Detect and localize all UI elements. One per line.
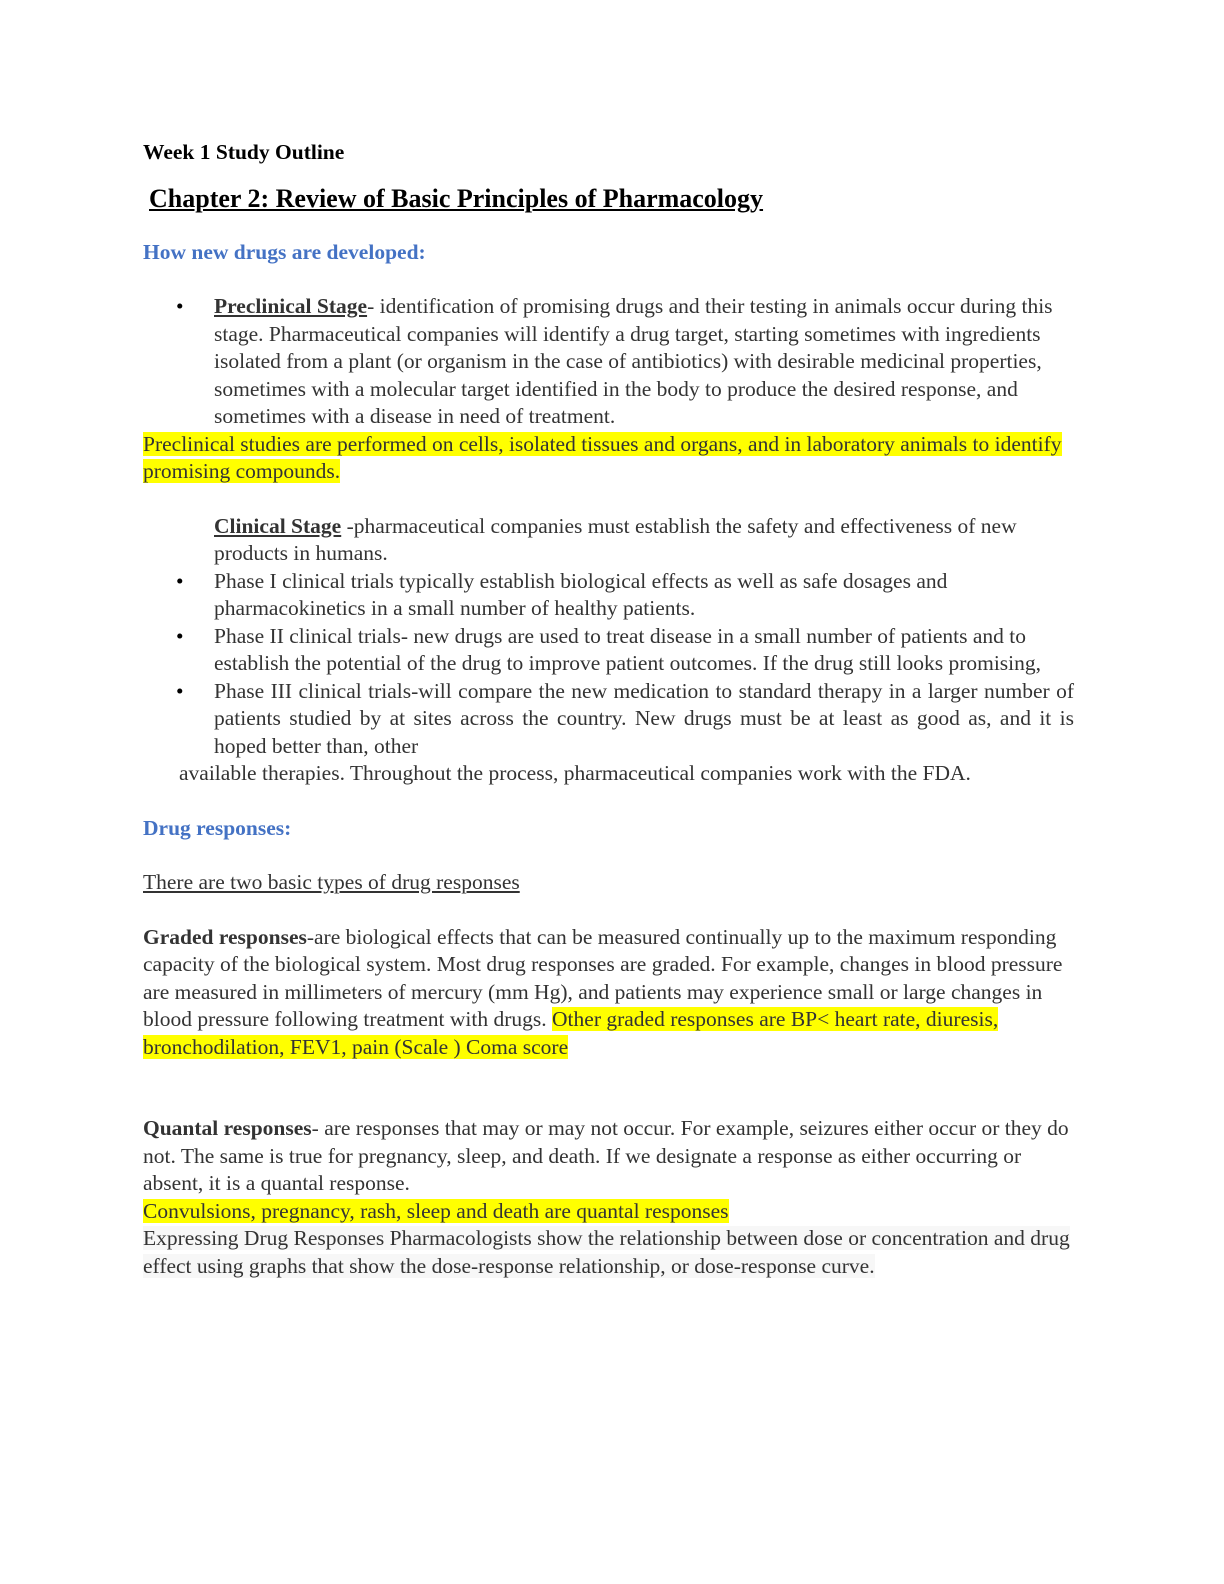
closing-text: available therapies. Throughout the process, pharmaceutical companies work with the FDA. [179,761,971,785]
section-heading-drug-development: How new drugs are developed: [143,239,426,264]
phase-2-bullet [143,623,1074,678]
quantal-text: - are responses that may or may not occur. For example, seizures either occur or they do not. The same is true for pregnancy, sleep, and death. If we designate a response as either occurring or absent, it is a quantal response. [143,1116,1069,1195]
drug-responses-intro-para [143,869,1074,897]
bullet-icon: • [176,294,184,318]
preclinical-highlight-para [143,431,1074,486]
preclinical-bullet [143,293,1074,431]
bullet-icon: • [176,678,184,703]
preclinical-label: Preclinical Stage [214,294,368,318]
clinical-label: Clinical Stage [214,513,342,538]
drug-responses-intro: There are two basic types of drug responses [143,870,520,894]
phase-1-text: Phase I clinical trials typically establish biological effects as well as safe dosages and pharmacokinetics in a small number of healthy patients. [214,568,948,620]
graded-highlight: Other graded responses are BP< heart rate, diuresis, bronchodilation, FEV1, pain (Scale ) Coma score [143,1007,999,1059]
quantal-highlight: Convulsions, pregnancy, rash, sleep and death are quantal responses [143,1198,729,1223]
preclinical-text: - identification of promising drugs and their testing in animals occur during this stage. Pharmaceutical companies will identify a drug target, starting sometimes with ingredients isolated from a plant (or organism in the case of antibiotics) with desirable medicinal properties, sometimes with a molecular target identified in the body to produce the desired response, and sometimes with a disease in need of treatment. [214,294,1053,428]
graded-text: -are biological effects that can be measured continually up to the maximum responding capacity of the biological system. Most drug responses are graded. For example, changes in blood pressure are measured in millimeters of mercury (mm Hg), and patients may experience small or large changes in blood pressure following treatment with drugs. [143,924,1063,1031]
quantal-term: Quantal responses [143,1116,312,1140]
phase-3-bullet [143,678,1074,761]
bullet-icon: • [176,568,184,593]
expressing-responses-para [143,1225,1074,1280]
preclinical-highlight: Preclinical studies are performed on cells, isolated tissues and organs, and in laboratory animals to identify promising compounds. [143,431,1062,483]
clinical-text: -pharmaceutical companies must establish the safety and effectiveness of new products in humans. [214,513,1017,565]
chapter-title: Chapter 2: Review of Basic Principles of Pharmacology [149,183,764,213]
graded-term: Graded responses [143,924,307,949]
phase-1-bullet [143,568,1074,623]
graded-responses-para [143,924,1074,1062]
quantal-responses-para [143,1115,1074,1198]
clinical-stage-para [143,513,1074,568]
quantal-highlight-para [143,1198,1074,1226]
bullet-icon: • [176,623,184,648]
section-heading-drug-responses: Drug responses: [143,815,292,840]
expressing-text: Expressing Drug Responses Pharmacologists show the relationship between dose or concentration and drug effect using graphs that show the dose-response relationship, or dose-response curve. [143,1226,1070,1278]
phase-2-text: Phase II clinical trials- new drugs are used to treat disease in a small number of patients and to establish the potential of the drug to improve patient outcomes. If the drug still looks promising, [214,623,1042,675]
phase-3-text: Phase III clinical trials-will compare the new medication to standard therapy in a larger number of patients studied by at sites across the country. New drugs must be at least as good as, and it is hoped better than, other [214,678,1074,758]
week-title: Week 1 Study Outline [143,140,345,164]
